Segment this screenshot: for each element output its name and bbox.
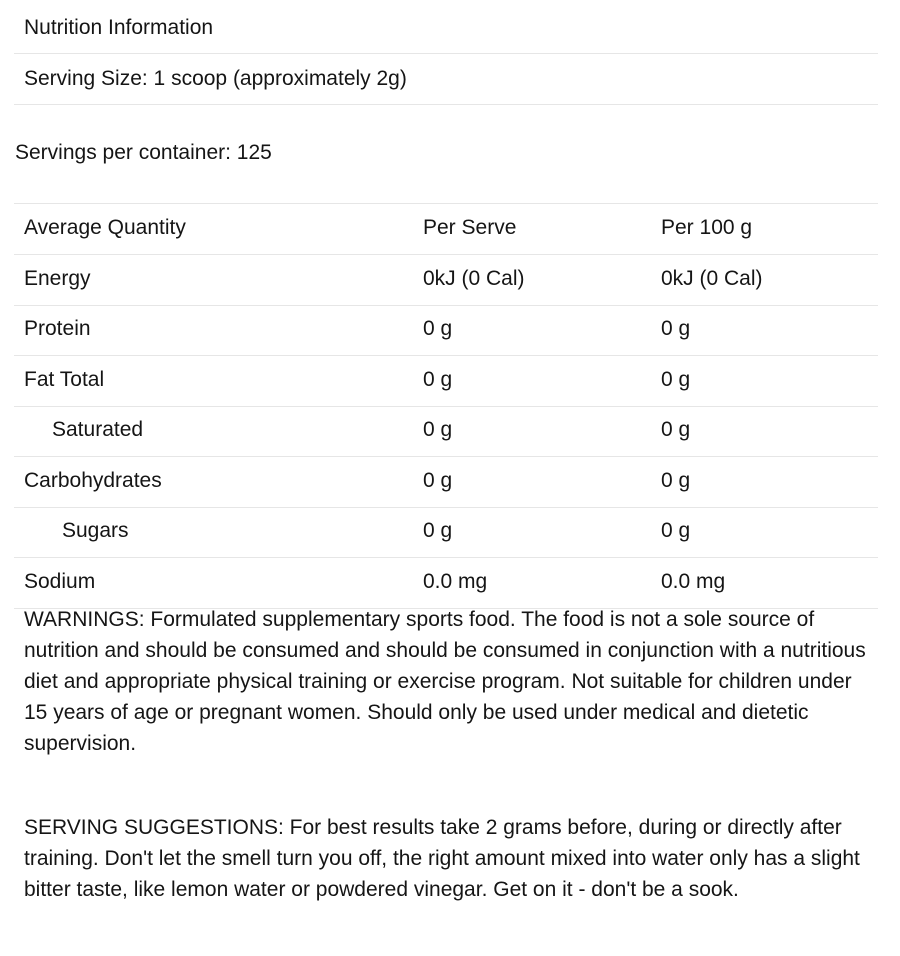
header-per-100g: Per 100 g	[661, 216, 753, 239]
row-per-100g: 0 g	[661, 368, 691, 391]
servings-per-container: Servings per container: 125	[15, 141, 272, 164]
table-row	[14, 508, 878, 558]
header-per-serve: Per Serve	[423, 216, 517, 239]
header-average-quantity: Average Quantity	[24, 216, 186, 239]
row-label-fat-total: Fat Total	[24, 368, 105, 391]
row-per-100g: 0 g	[661, 317, 691, 340]
table-row	[14, 558, 878, 609]
row-per-100g: 0 g	[661, 519, 691, 542]
table-row	[14, 407, 878, 457]
row-per-serve: 0kJ (0 Cal)	[423, 267, 525, 290]
row-per-serve: 0 g	[423, 368, 453, 391]
table-row	[14, 255, 878, 306]
row-per-100g: 0 g	[661, 469, 691, 492]
row-per-serve: 0.0 mg	[423, 570, 488, 593]
serving-size: Serving Size: 1 scoop (approximately 2g)	[24, 67, 407, 90]
nutrition-title: Nutrition Information	[24, 16, 214, 39]
serving-suggestions-paragraph: SERVING SUGGESTIONS: For best results take 2 grams before, during or directly after training. Don't let the smell turn you off, the right amount mixed into water only has a slight bitter taste, like lemon water or powdered vinegar. Get on it - don't be a sook.	[24, 816, 860, 901]
row-label-sugars: Sugars	[62, 519, 129, 542]
row-label-carbohydrates: Carbohydrates	[24, 469, 162, 492]
row-label-sodium: Sodium	[24, 570, 96, 593]
row-per-100g: 0.0 mg	[661, 570, 726, 593]
row-per-serve: 0 g	[423, 519, 453, 542]
row-per-serve: 0 g	[423, 317, 453, 340]
table-row	[14, 457, 878, 508]
row-label-saturated: Saturated	[52, 418, 144, 441]
row-per-serve: 0 g	[423, 469, 453, 492]
row-label-protein: Protein	[24, 317, 91, 340]
row-label-energy: Energy	[24, 267, 91, 290]
title-row	[14, 2, 878, 54]
table-row	[14, 306, 878, 356]
serving-size-row	[14, 54, 878, 105]
row-per-100g: 0 g	[661, 418, 691, 441]
table-header-row	[14, 204, 878, 255]
warnings-paragraph: WARNINGS: Formulated supplementary sports food. The food is not a sole source of nutrition and should be consumed and should be consumed in conjunction with a nutritious diet and appropriate physical training or exercise program. Not suitable for children under 15 years of age or pregnant women. Should only be used under medical and dietetic supervision.	[24, 608, 866, 755]
table-row	[14, 356, 878, 407]
row-per-100g: 0kJ (0 Cal)	[661, 267, 763, 290]
row-per-serve: 0 g	[423, 418, 453, 441]
